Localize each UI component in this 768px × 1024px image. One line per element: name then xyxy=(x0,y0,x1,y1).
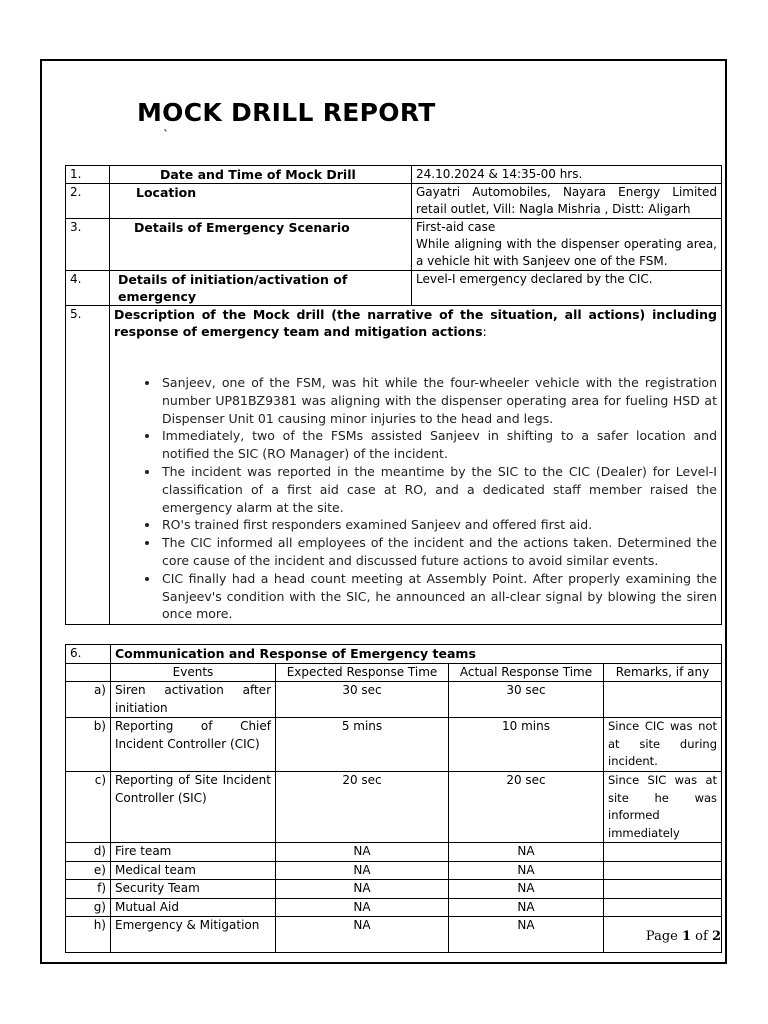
info-row xyxy=(66,166,722,184)
list-item: • The CIC informed all employees of the incident and the actions taken. Determined the core cause of the incident and discussed future actions to avoid similar events. xyxy=(160,534,717,570)
report-info-table xyxy=(65,165,722,625)
event-cell: Fire team xyxy=(111,843,276,862)
column-header-row xyxy=(66,663,722,682)
expected-time: NA xyxy=(276,917,449,953)
expected-time: 30 sec xyxy=(276,682,449,718)
scenario-detail: While aligning with the dispenser operating area, a vehicle hit with Sanjeev one of the FSM. xyxy=(416,237,717,268)
section-heading-row xyxy=(66,645,722,664)
expected-time: NA xyxy=(276,898,449,917)
event-cell: Reporting of Site Incident Controller (SIC) xyxy=(111,772,276,843)
page-number: Page 1 of 2 xyxy=(645,929,721,944)
row-value: 24.10.2024 & 14:35-00 hrs. xyxy=(412,166,722,184)
row-number: 6. xyxy=(66,645,111,664)
row-id: f) xyxy=(66,880,111,899)
expected-time: 5 mins xyxy=(276,718,449,772)
row-id: h) xyxy=(66,917,111,953)
table-row xyxy=(66,880,722,899)
row-label: Details of Emergency Scenario xyxy=(110,219,412,271)
expected-time: NA xyxy=(276,843,449,862)
list-item: • Immediately, two of the FSMs assisted Sanjeev in shifting to a safer location and notified the SIC (RO Manager) of the incident. xyxy=(160,427,717,463)
list-item: • RO's trained first responders examined Sanjeev and offered first aid. xyxy=(160,516,717,534)
actual-time: NA xyxy=(449,843,604,862)
info-row xyxy=(66,219,722,271)
scenario-type: First-aid case xyxy=(416,220,496,234)
row-label: Date and Time of Mock Drill xyxy=(110,166,412,184)
info-row xyxy=(66,184,722,219)
event-cell: Siren activation after initiation xyxy=(111,682,276,718)
event-cell: Reporting of Chief Incident Controller (CIC) xyxy=(111,718,276,772)
row-id: b) xyxy=(66,718,111,772)
row-number: 4. xyxy=(66,271,110,306)
actual-time: NA xyxy=(449,898,604,917)
table-row xyxy=(66,861,722,880)
list-item: • The incident was reported in the meantime by the SIC to the CIC (Dealer) for Level-I classification of a first aid case at RO, and a dedicated staff member raised the emergency alarm at the site. xyxy=(160,463,717,516)
row-id: g) xyxy=(66,898,111,917)
table-row xyxy=(66,843,722,862)
remarks-cell: Since CIC was not at site during incident. xyxy=(604,718,722,772)
row-label: Location xyxy=(110,184,412,219)
table-row xyxy=(66,682,722,718)
communication-table xyxy=(65,644,722,953)
expected-time: 20 sec xyxy=(276,772,449,843)
column-header: Remarks, if any xyxy=(604,663,722,682)
column-header: Actual Response Time xyxy=(449,663,604,682)
actual-time: NA xyxy=(449,880,604,899)
actual-time: 20 sec xyxy=(449,772,604,843)
row-id: c) xyxy=(66,772,111,843)
remarks-cell xyxy=(604,682,722,718)
table-row xyxy=(66,772,722,843)
row-number: 5. xyxy=(66,306,110,625)
remarks-cell xyxy=(604,861,722,880)
communication-heading: Communication and Response of Emergency teams xyxy=(111,645,722,664)
event-cell: Emergency & Mitigation xyxy=(111,917,276,953)
event-cell: Medical team xyxy=(111,861,276,880)
actual-time: NA xyxy=(449,861,604,880)
row-value: Level-I emergency declared by the CIC. xyxy=(412,271,722,306)
list-item: • Sanjeev, one of the FSM, was hit while the four-wheeler vehicle with the registration number UP81BZ9381 was aligning with the dispenser operating area for fueling HSD at Dispenser Unit 01 causing minor injuries to the head and legs. xyxy=(160,374,717,427)
remarks-cell xyxy=(604,880,722,899)
description-cell xyxy=(110,306,722,625)
remarks-cell xyxy=(604,898,722,917)
description-row xyxy=(66,306,722,625)
row-number: 1. xyxy=(66,166,110,184)
info-row xyxy=(66,271,722,306)
row-number: 3. xyxy=(66,219,110,271)
expected-time: NA xyxy=(276,861,449,880)
description-heading: Description of the Mock drill (the narrative of the situation, all actions) including response of emergency team and mitigation actions: xyxy=(114,307,717,339)
stray-mark: ` xyxy=(163,128,169,142)
row-label: Details of initiation/activation of emergency xyxy=(110,271,412,306)
description-list xyxy=(114,374,717,623)
remarks-cell xyxy=(604,843,722,862)
table-row xyxy=(66,718,722,772)
actual-time: 30 sec xyxy=(449,682,604,718)
row-number: 2. xyxy=(66,184,110,219)
column-header: Events xyxy=(111,663,276,682)
row-id: e) xyxy=(66,861,111,880)
row-id: d) xyxy=(66,843,111,862)
expected-time: NA xyxy=(276,880,449,899)
row-value xyxy=(412,219,722,271)
event-cell: Security Team xyxy=(111,880,276,899)
actual-time: 10 mins xyxy=(449,718,604,772)
actual-time: NA xyxy=(449,917,604,953)
remarks-cell: Since SIC was at site he was informed immediately xyxy=(604,772,722,843)
report-title: MOCK DRILL REPORT xyxy=(137,98,436,127)
table-row xyxy=(66,917,722,953)
event-cell: Mutual Aid xyxy=(111,898,276,917)
row-value: Gayatri Automobiles, Nayara Energy Limited retail outlet, Vill: Nagla Mishria , Distt: Aligarh xyxy=(412,184,722,219)
row-id: a) xyxy=(66,682,111,718)
list-item: • CIC finally had a head count meeting at Assembly Point. After properly examining the Sanjeev's condition with the SIC, he announced an all-clear signal by blowing the siren once more. xyxy=(160,570,717,623)
table-row xyxy=(66,898,722,917)
column-header: Expected Response Time xyxy=(276,663,449,682)
